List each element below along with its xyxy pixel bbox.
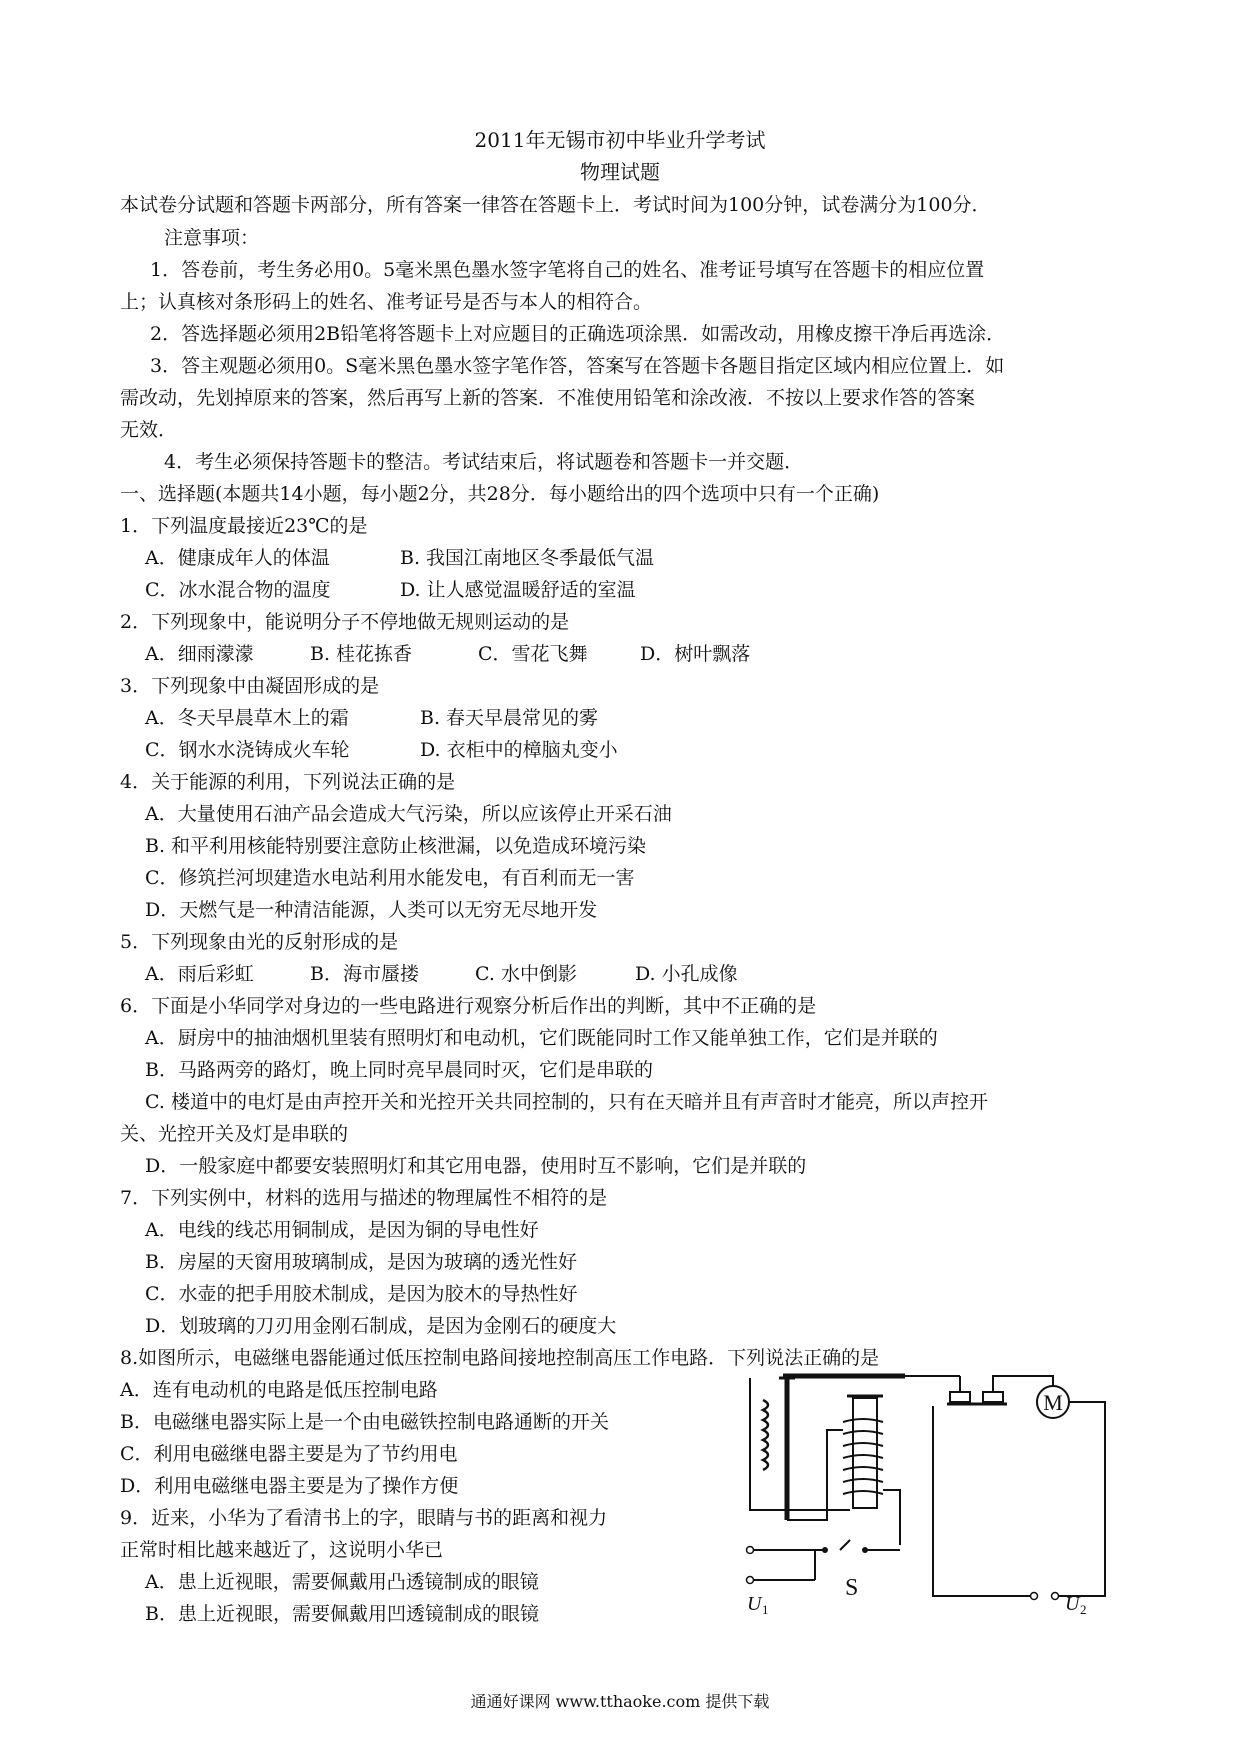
- question-stem: 3．下列现象中由凝固形成的是: [120, 675, 380, 697]
- option: D. 衣柜中的樟脑丸变小: [420, 739, 618, 761]
- option: C. 水中倒影: [475, 963, 577, 985]
- intro-text: 本试卷分试题和答题卡两部分，所有答案一律答在答题卡上．考试时间为100分钟，试卷满分为100分．: [120, 194, 991, 216]
- option: A．健康成年人的体温: [145, 547, 330, 569]
- page-title: 2011年无锡市初中毕业升学考试: [474, 128, 766, 152]
- question-stem: 7．下列实例中，材料的选用与描述的物理属性不相符的是: [120, 1187, 608, 1209]
- option: A．电线的线芯用铜制成，是因为铜的导电性好: [145, 1219, 539, 1241]
- option: B. 春天早晨常见的雾: [420, 707, 599, 729]
- section-heading: 一、选择题(本题共14小题，每小题2分，共28分．每小题给出的四个选项中只有一个正确): [120, 483, 880, 505]
- option: B. 和平利用核能特别要注意防止核泄漏，以免造成环境污染: [145, 835, 647, 857]
- option: D．利用电磁继电器主要是为了操作方便: [120, 1475, 459, 1497]
- u2-label: U: [1065, 1593, 1080, 1615]
- option: A．厨房中的抽油烟机里装有照明灯和电动机，它们既能同时工作又能单独工作，它们是并联的: [145, 1027, 938, 1049]
- option: A．细雨濛濛: [145, 643, 254, 665]
- question-stem: 正常时相比越来越近了，这说明小华已: [120, 1539, 444, 1561]
- question-stem: 6．下面是小华同学对身边的一些电路进行观察分析后作出的判断，其中不正确的是: [120, 995, 817, 1017]
- option: C．钢水水浇铸成火车轮: [145, 739, 350, 761]
- page-subtitle: 物理试题: [580, 160, 660, 184]
- option: D. 小孔成像: [635, 963, 738, 985]
- notice-line: 2．答选择题必须用2B铅笔将答题卡上对应题目的正确选项涂黑．如需改动，用橡皮擦干净后再选涂．: [150, 323, 1006, 345]
- option: C．冰水混合物的温度: [145, 579, 331, 601]
- contact-left: [950, 1392, 970, 1402]
- option: A．大量使用石油产品会造成大气污染，所以应该停止开采石油: [145, 803, 672, 825]
- u1-label: U: [747, 1593, 762, 1615]
- option: D．天燃气是一种清洁能源，人类可以无穷无尽地开发: [145, 899, 598, 921]
- option: C．修筑拦河坝建造水电站利用水能发电，有百利而无一害: [145, 867, 635, 889]
- option: D．一般家庭中都要安装照明灯和其它用电器，使用时互不影响，它们是并联的: [145, 1155, 807, 1177]
- option: D．树叶飘落: [640, 643, 751, 665]
- u2-subscript: 2: [1080, 1602, 1087, 1617]
- footer-text: 通通好课网 www.tthaoke.com 提供下载: [470, 1692, 770, 1711]
- question-stem: 5．下列现象由光的反射形成的是: [120, 931, 399, 953]
- option: B．房屋的天窗用玻璃制成，是因为玻璃的透光性好: [145, 1251, 577, 1273]
- option: B．马路两旁的路灯，晚上同时亮早晨同时灭，它们是串联的: [145, 1059, 653, 1081]
- option: D．划玻璃的刀刃用金刚石制成，是因为金刚石的硬度大: [145, 1315, 617, 1337]
- question-stem: 2．下列现象中，能说明分子不停地做无规则运动的是: [120, 611, 570, 633]
- relay-circuit-diagram: [735, 1370, 1130, 1620]
- option: A．连有电动机的电路是低压控制电路: [120, 1379, 438, 1401]
- notice-heading: 注意事项：: [164, 227, 260, 249]
- question-stem: 4．关于能源的利用，下列说法正确的是: [120, 771, 456, 793]
- option: A．冬天早晨草木上的霜: [145, 707, 349, 729]
- notice-line: 上；认真核对条形码上的姓名、准考证号是否与本人的相符合。: [120, 291, 653, 313]
- option: B. 桂花拣香: [310, 643, 413, 665]
- notice-line: 3．答主观题必须用0。S毫米黑色墨水签字笔作答，答案写在答题卡各题目指定区域内相应位置上．如: [150, 355, 1005, 377]
- option: B．患上近视眼，需要佩戴用凹透镜制成的眼镜: [145, 1603, 539, 1625]
- switch-blade: [840, 1540, 850, 1550]
- notice-line: 1．答卷前，考生务必用0。5毫米黑色墨水签字笔将自己的姓名、准考证号填写在答题卡的相应位置: [150, 259, 985, 281]
- switch-label: S: [845, 1575, 859, 1601]
- option: C．利用电磁继电器主要是为了节约用电: [120, 1443, 458, 1465]
- contact-right: [983, 1392, 1003, 1402]
- option: C. 楼道中的电灯是由声控开关和光控开关共同控制的，只有在天暗并且有声音时才能亮，所以声控开: [145, 1091, 988, 1113]
- control-wire: [750, 1378, 850, 1510]
- relay-circuit-figure: [735, 1370, 1130, 1620]
- u1-subscript: 1: [762, 1602, 769, 1617]
- option: 关、光控开关及灯是串联的: [120, 1123, 349, 1145]
- motor-label: M: [1043, 1390, 1063, 1415]
- option: C．雪花飞舞: [478, 643, 588, 665]
- notice-line: 无效．: [120, 419, 178, 441]
- spring-coil: [763, 1400, 768, 1470]
- option: C．水壶的把手用胶术制成，是因为胶木的导热性好: [145, 1283, 578, 1305]
- option: B．海市蜃搂: [310, 963, 419, 985]
- option: B. 我国江南地区冬季最低气温: [400, 547, 655, 569]
- option: A．患上近视眼，需要佩戴用凸透镜制成的眼镜: [145, 1571, 539, 1593]
- notice-line: 需改动，先划掉原来的答案，然后再写上新的答案．不准使用铅笔和涂改液．不按以上要求作答的答案: [120, 387, 976, 409]
- option: A．雨后彩虹: [145, 963, 254, 985]
- option: B．电磁继电器实际上是一个由电磁铁控制电路通断的开关: [120, 1411, 609, 1433]
- notice-line: 4．考生必须保持答题卡的整洁。考试结束后，将试题卷和答题卡一并交题．: [164, 451, 804, 473]
- question-stem: 8.如图所示，电磁继电器能通过低压控制电路间接地控制高压工作电路．下列说法正确的是: [120, 1347, 880, 1369]
- question-stem: 9．近来，小华为了看清书上的字，眼睛与书的距离和视力: [120, 1507, 608, 1529]
- question-stem: 1．下列温度最接近23℃的是: [120, 515, 368, 537]
- option: D. 让人感觉温暖舒适的室温: [400, 579, 636, 601]
